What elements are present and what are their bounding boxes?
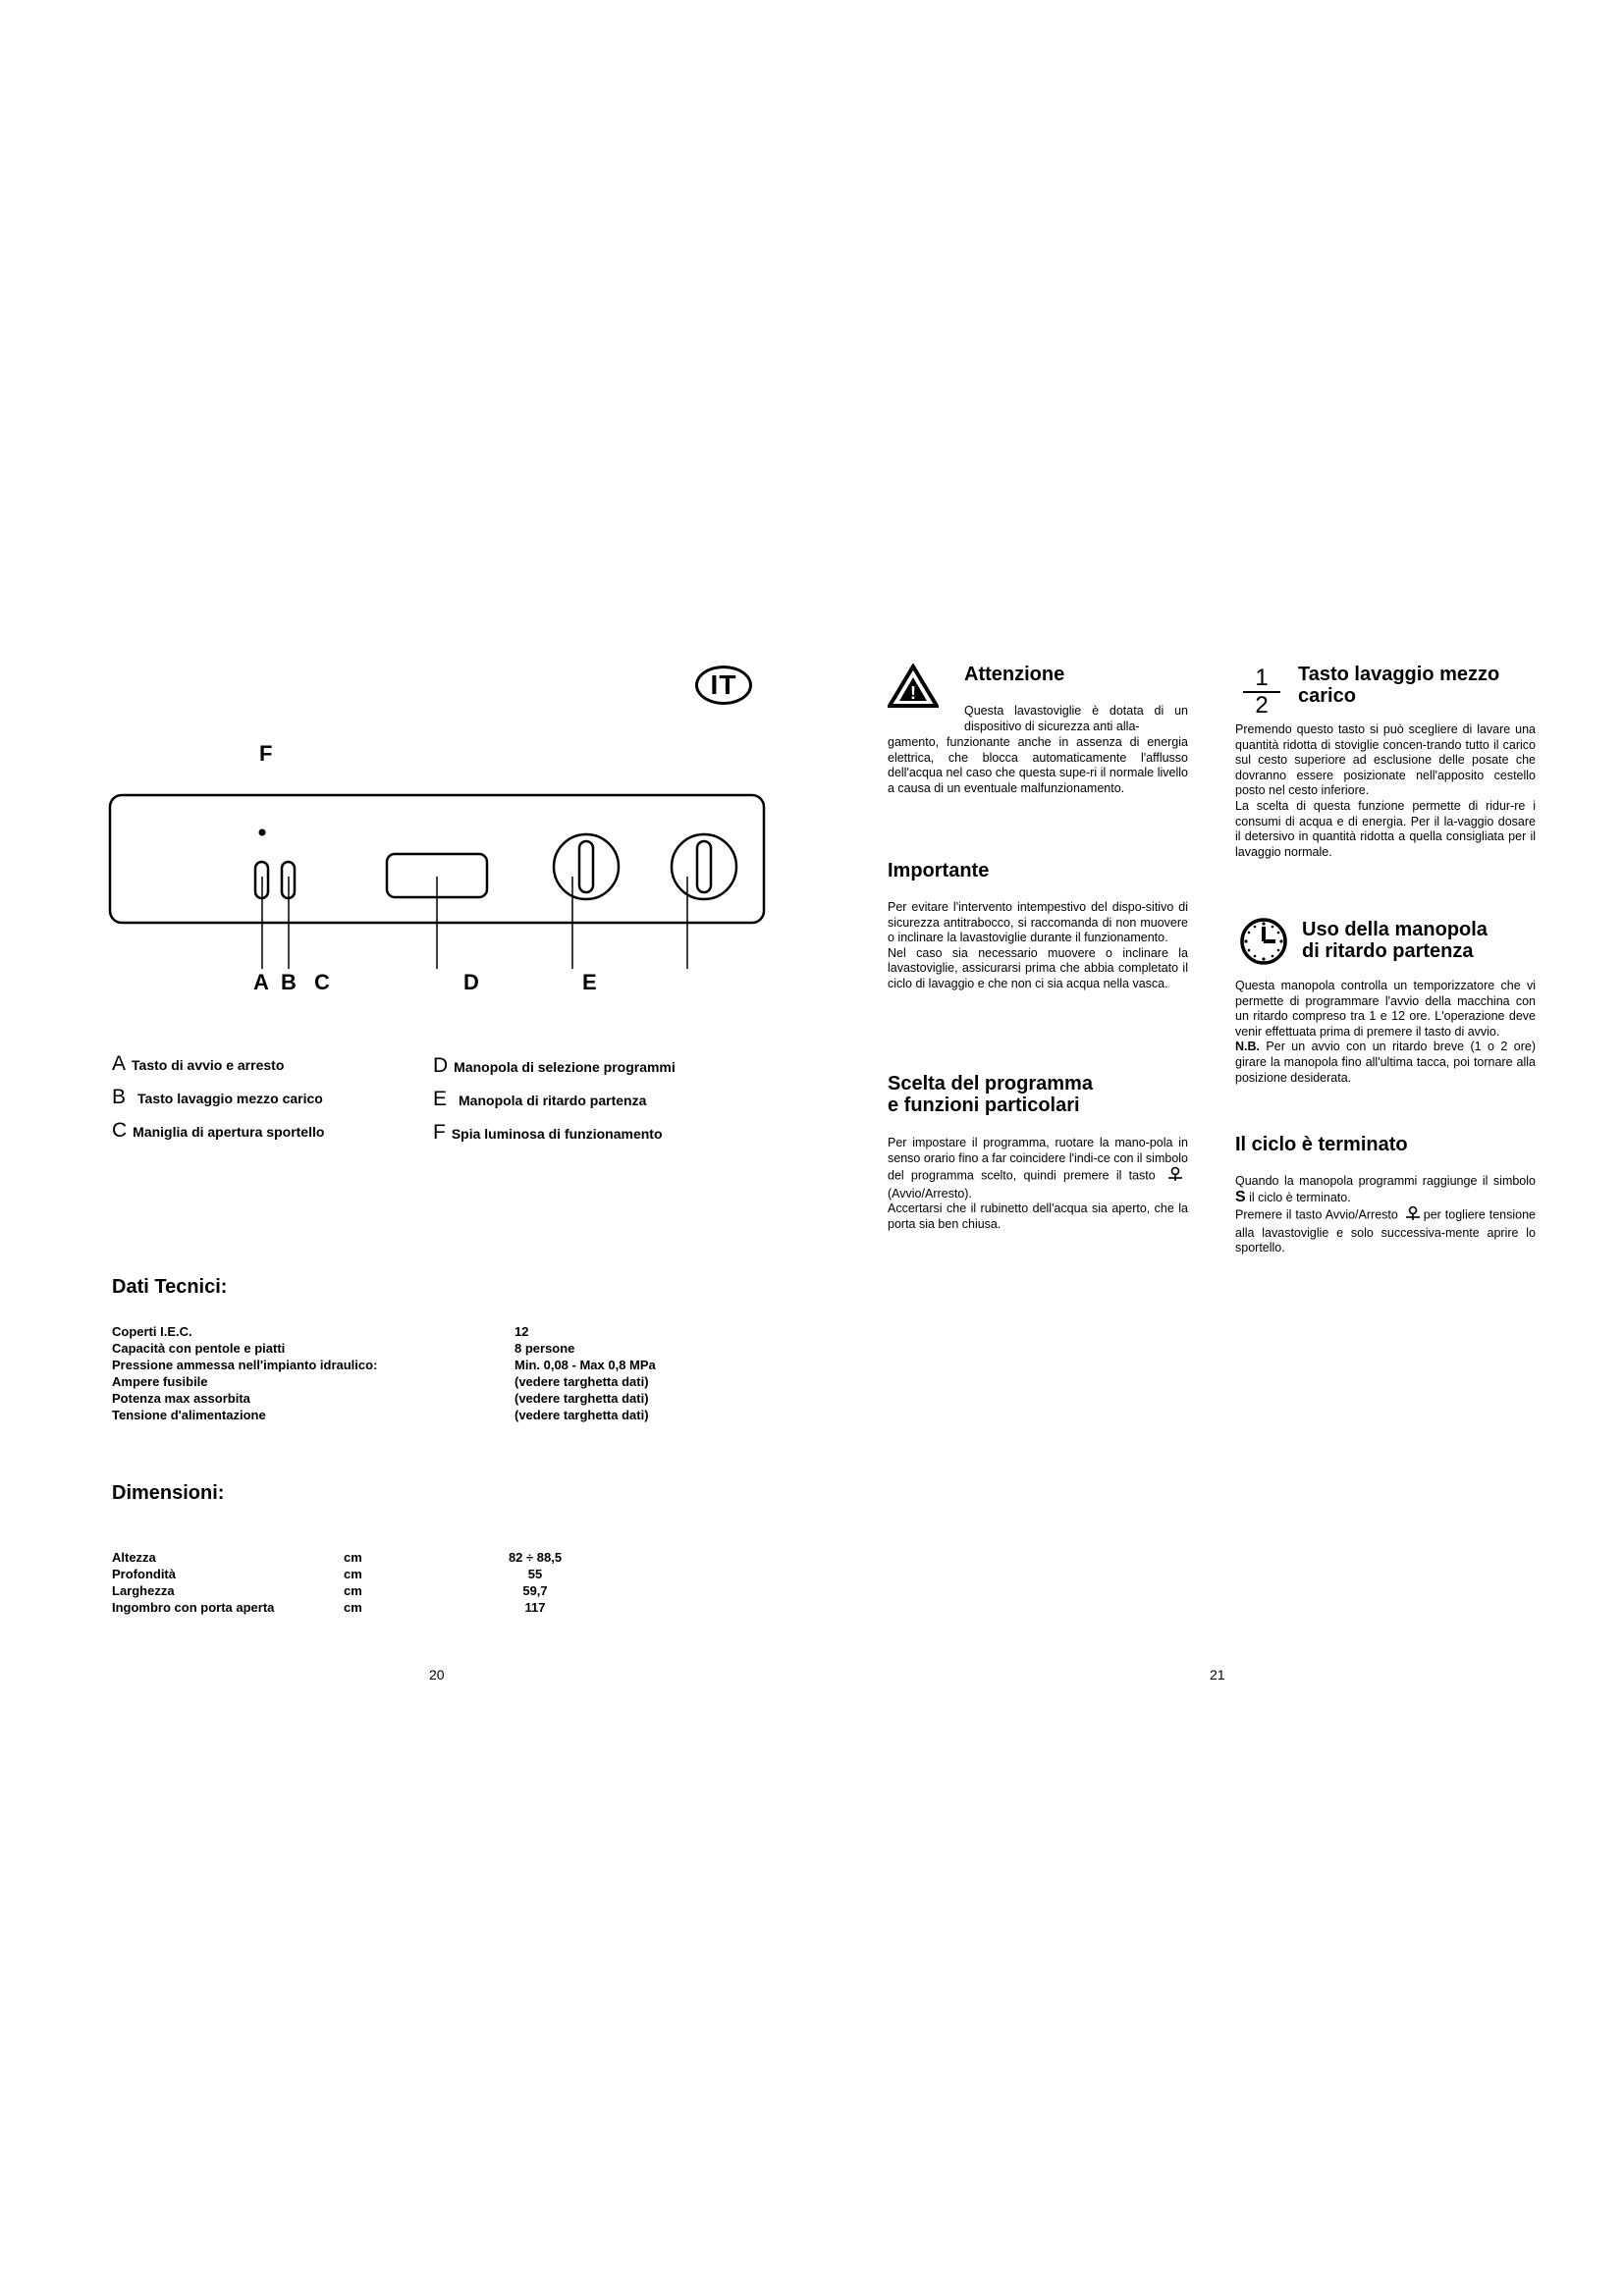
diagram-label-f: F [259, 741, 273, 766]
ritardo-text: Questa manopola controlla un temporizzatore che vi permette di programmare l'avvio della macchina con un ritardo compreso tra 1 e 12 ore. L'operazione deve venir effettuata prima di premere il tasto di avvio. N.B. Per un avvio con un ritardo breve (1 o 2 ore) girare la manopola fino all'ultima tacca, poi tornare alla posizione desiderata. [1235, 979, 1536, 1085]
legend-item-d: D Manopola di selezione programmi [433, 1054, 676, 1077]
delay-knob-shape [672, 834, 736, 899]
attenzione-text: gamento, funzionante anche in assenza di energia elettrica, che blocca automaticamente l'afflusso dell'acqua nel caso che questa supe-ri il normale livello a causa di un eventuale malfunzionamento. [888, 735, 1188, 795]
mezzo-carico-text: Premendo questo tasto si può scegliere di lavare una quantità ridotta di stoviglie concen-trando tutto il carico sul cesto superiore ad esclusione delle posate che dovranno essere posizionate nell'apposito cestello posto nel cesto inferiore. La scelta di questa funzione permette di ridur-re i consumi di acqua e di energia. Per il la-vaggio dosare il detersivo in quantità ridotta a quella consigliata per il lavaggio normale. [1235, 722, 1536, 859]
control-panel-diagram [98, 731, 776, 994]
warning-icon [888, 664, 939, 714]
start-stop-symbol-icon [1166, 1166, 1184, 1187]
importante-title: Importante [888, 860, 990, 881]
diagram-label-d: D [463, 970, 479, 994]
attenzione-text-indent: Questa lavastoviglie è dotata di un dispositivo di sicurezza anti alla- [964, 704, 1188, 733]
table-row: Larghezza cm 59,7 [112, 1583, 548, 1598]
page-number-left: 20 [429, 1667, 445, 1682]
importante-text: Per evitare l'intervento intempestivo del dispo-sitivo di sicurezza antitrabocco, si raccomanda di non muovere o inclinare la lavastoviglie durante il funzionamento. Nel caso sia necessario muovere o inclinare la lavastoviglie, assicurarsi prima che abbia completato il ciclo di lavaggio e che non ci sia acqua nella vasca. [888, 900, 1188, 990]
legend-item-f: F Spia luminosa di funzionamento [433, 1121, 663, 1144]
program-knob-shape [554, 834, 619, 899]
table-row: Ampere fusibile (vedere targhetta dati) [112, 1374, 649, 1389]
language-badge: IT [695, 666, 752, 705]
legend-item-b: B Tasto lavaggio mezzo carico [112, 1086, 323, 1108]
start-stop-symbol-icon [1404, 1205, 1422, 1226]
legend-item-a: A Tasto di avvio e arresto [112, 1052, 285, 1075]
dati-tecnici-title: Dati Tecnici: [112, 1276, 228, 1298]
ciclo-text: Quando la manopola programmi raggiunge il simbolo S il ciclo è terminato. Premere il tasto Avvio/Arresto per togliere tensione alla lavastoviglie e solo successiva-mente aprire lo sportello. [1235, 1174, 1536, 1255]
table-row: Profondità cm 55 [112, 1567, 543, 1581]
table-row: Tensione d'alimentazione (vedere targhetta dati) [112, 1408, 649, 1422]
table-row: Coperti I.E.C. 12 [112, 1324, 529, 1339]
half-load-fraction-icon: 1 2 [1241, 666, 1282, 719]
clock-icon [1239, 917, 1288, 971]
table-row: Pressione ammessa nell'impianto idraulico: Min. 0,08 - Max 0,8 MPa [112, 1358, 656, 1372]
control-panel-drawing [98, 731, 776, 987]
dimensioni-title: Dimensioni: [112, 1482, 225, 1504]
svg-text:!: ! [910, 683, 916, 703]
page-number-right: 21 [1210, 1667, 1225, 1682]
mezzo-carico-title: Tasto lavaggio mezzo carico [1298, 664, 1500, 707]
diagram-label-b: B [281, 970, 297, 994]
table-row: Capacità con pentole e piatti 8 persone [112, 1341, 575, 1356]
scelta-title: Scelta del programma e funzioni particolari [888, 1073, 1093, 1116]
diagram-label-c: C [314, 970, 330, 994]
legend-item-e: E Manopola di ritardo partenza [433, 1088, 647, 1110]
dati-tecnici-table [112, 1323, 656, 1423]
table-row: Ingombro con porta aperta cm 117 [112, 1600, 546, 1615]
end-cycle-symbol: S [1235, 1188, 1246, 1205]
indicator-light-dot [259, 829, 266, 836]
diagram-label-a: A [253, 970, 269, 994]
table-row: Altezza cm 82 ÷ 88,5 [112, 1550, 563, 1565]
table-row: Potenza max assorbita (vedere targhetta dati) [112, 1391, 649, 1406]
diagram-label-e: E [582, 970, 597, 994]
scelta-text: Per impostare il programma, ruotare la mano-pola in senso orario fino a far coincidere l'indi-ce con il simbolo del programma scelto, quindi premere il tasto (Avvio/Arresto). Accertarsi che il rubinetto dell'acqua sia aperto, che la porta sia ben chiusa. [888, 1136, 1189, 1231]
ritardo-title: Uso della manopola di ritardo partenza [1302, 919, 1488, 962]
ciclo-title: Il ciclo è terminato [1235, 1134, 1408, 1155]
attenzione-title: Attenzione [964, 664, 1065, 685]
legend-item-c: C Maniglia di apertura sportello [112, 1119, 325, 1142]
dimensioni-table [112, 1549, 569, 1616]
